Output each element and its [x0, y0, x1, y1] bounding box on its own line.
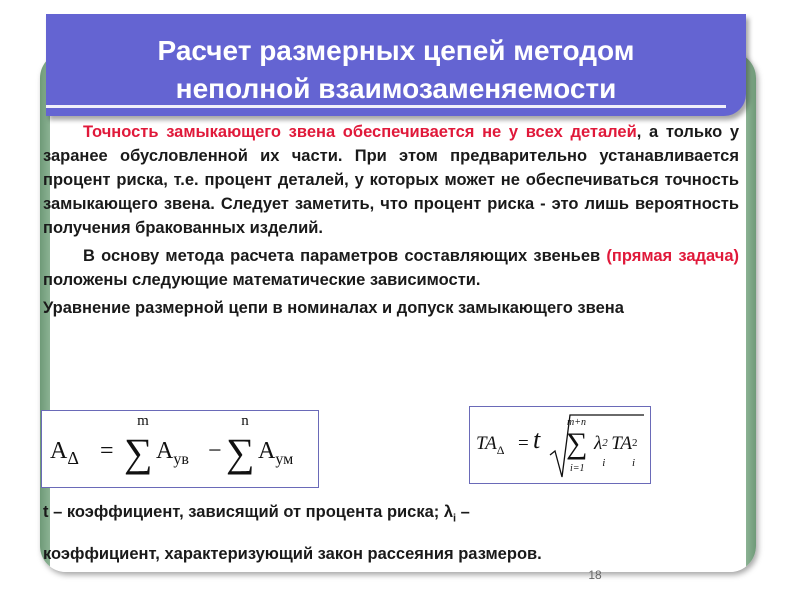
formula2-equals: =	[518, 433, 529, 454]
sigma-icon: ∑	[566, 427, 588, 460]
formula1-minus: −	[208, 438, 222, 464]
formula1-term1-sub: ув	[173, 450, 189, 468]
formula1-lhs-sub: Δ	[67, 447, 79, 468]
paragraph-1-highlight: Точность замыкающего звена обеспечивается не у всех деталей	[83, 123, 637, 141]
paragraph-2-before: В основу метода расчета параметров составляющих звеньев	[83, 247, 607, 265]
formula1-equals: =	[100, 438, 114, 464]
paragraph-2	[43, 244, 739, 292]
formula2-lambda-sub: i	[602, 457, 606, 469]
formula1-term2: A	[258, 438, 276, 464]
formula2-sum-bottom: i=1	[570, 463, 585, 474]
bottom-line-2: коэффициент, характеризующий закон рассеяния размеров.	[43, 545, 542, 564]
slide-title-line-1: Расчет размерных цепей методом	[157, 35, 635, 66]
formula1-lhs: A	[50, 438, 68, 464]
paragraph-3: Уравнение размерной цепи в номиналах и допуск замыкающего звена	[43, 299, 624, 317]
formula1-sum1-top: m	[137, 413, 149, 429]
formula2-ta: TA	[611, 433, 632, 454]
formula2-lambda-sup: 2	[602, 437, 608, 449]
bottom-text	[43, 494, 739, 572]
formula-tolerance	[469, 406, 651, 484]
bottom-line-1: t – коэффициент, зависящий от процента риска; $\lambda_i$ –	[43, 503, 470, 525]
sigma-icon: ∑	[226, 430, 255, 475]
formula2-lhs: TA	[476, 433, 497, 454]
formula2-sum-top: m+n	[567, 417, 586, 428]
bottom-line-1-sub: i	[453, 512, 457, 525]
slide-title-line-2: неполной взаимозаменяемости	[175, 73, 617, 104]
formula1-term1: A	[156, 438, 174, 464]
bottom-line-1-end: –	[456, 503, 470, 521]
paragraph-2-after: положены следующие математические зависимости.	[43, 271, 481, 289]
formula1-sum2-top: n	[241, 413, 249, 429]
paragraph-2-highlight: (прямая задача)	[606, 247, 739, 265]
slide-number: 18	[588, 568, 602, 582]
formula-nominal-equation	[41, 410, 319, 488]
slide-title	[46, 32, 746, 108]
title-bar	[46, 14, 746, 116]
formula2-lambda: λ	[594, 433, 603, 454]
formula2-lhs-sub: Δ	[496, 442, 505, 457]
body-text	[43, 120, 739, 324]
paragraph-1	[43, 120, 739, 240]
paragraph-1-rest: , а только у заранее обусловленной их части. При этом предварительно устанавливается процент риска, т.е. процент деталей, у которых может не обеспечиваться точность замыкающего звена. Следует заметить, что процент риска - это лишь вероятность получения бракованных изделий.	[43, 123, 739, 237]
sigma-icon: ∑	[124, 430, 153, 475]
formula1-term2-sub: ум	[275, 450, 294, 468]
formula2-ta-sub: i	[632, 457, 636, 469]
formula2-coef: t	[533, 425, 541, 454]
formula2-ta-sup: 2	[632, 437, 638, 449]
